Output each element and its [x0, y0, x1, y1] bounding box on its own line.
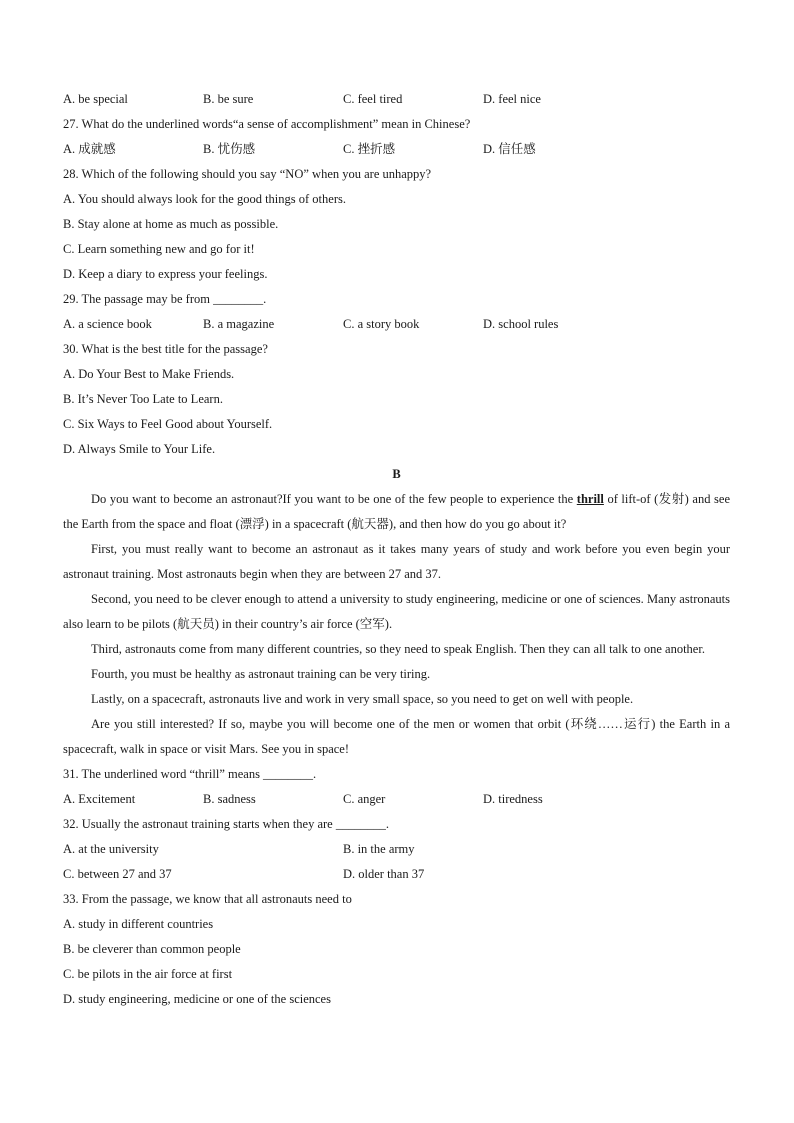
underlined-word: thrill: [576, 492, 604, 506]
q28-stem: 28. Which of the following should you say “NO” when you are unhappy?: [63, 167, 432, 181]
option-d: D. Keep a diary to express your feelings.: [63, 267, 268, 281]
option-b: B. It’s Never Too Late to Learn.: [63, 392, 223, 406]
p1-text-start: Do you want to become an astronaut?If you want to be one of the few people to experience the: [91, 492, 577, 506]
option-c: C. feel tired: [343, 92, 403, 106]
option-d: D. feel nice: [483, 92, 541, 106]
option-c: C. Learn something new and go for it!: [63, 242, 255, 256]
q26-options: [63, 87, 730, 112]
exam-page: [63, 87, 730, 1012]
q31-stem: 31. The underlined word “thrill” means ________.: [63, 767, 317, 781]
q32-stem: 32. Usually the astronaut training starts when they are ________.: [63, 817, 389, 831]
option-c: C. between 27 and 37: [63, 867, 172, 881]
option-a: A. You should always look for the good things of others.: [63, 192, 346, 206]
option-b: B. Stay alone at home as much as possible.: [63, 217, 279, 231]
q31-options: [63, 787, 730, 812]
option-d: D. school rules: [483, 317, 559, 331]
option-b: B. 忧伤感: [203, 142, 256, 156]
option-c: C. Six Ways to Feel Good about Yourself.: [63, 417, 273, 431]
passage-paragraph-5: Fourth, you must be healthy as astronaut training can be very tiring.: [91, 667, 431, 681]
option-b: B. sadness: [203, 792, 256, 806]
option-b: B. be sure: [203, 92, 254, 106]
section-heading: B: [392, 467, 401, 481]
q32-options-row-2: [63, 862, 730, 887]
q29-stem: 29. The passage may be from ________.: [63, 292, 267, 306]
option-a: A. be special: [63, 92, 128, 106]
q27-stem: 27. What do the underlined words“a sense of accomplishment” mean in Chinese?: [63, 117, 471, 131]
option-a: A. study in different countries: [63, 917, 214, 931]
option-b: B. a magazine: [203, 317, 275, 331]
option-d: D. tiredness: [483, 792, 543, 806]
p1-text-end: of lift-of (发射) and see the Earth from the space and float (漂浮) in a spacecraft (航天器), and then how do you go about it?: [63, 492, 730, 531]
option-a: A. Do Your Best to Make Friends.: [63, 367, 235, 381]
passage-paragraph-7: Are you still interested? If so, maybe you will become one of the men or women that orbit (环绕……运行) the Earth in a spacecraft, walk in space or visit Mars. See you in space!: [63, 717, 730, 756]
option-d: D. Always Smile to Your Life.: [63, 442, 216, 456]
q29-options: [63, 312, 730, 337]
option-d: D. older than 37: [343, 867, 425, 881]
option-a: A. a science book: [63, 317, 152, 331]
option-a: A. at the university: [63, 842, 159, 856]
passage-paragraph-2: First, you must really want to become an astronaut as it takes many years of study and work before you even begin your astronaut training. Most astronauts begin when they are between 27 and 37.: [63, 542, 730, 581]
option-a: A. 成就感: [63, 142, 116, 156]
q30-stem: 30. What is the best title for the passage?: [63, 342, 268, 356]
option-d: D. study engineering, medicine or one of the sciences: [63, 992, 331, 1006]
option-c: C. a story book: [343, 317, 420, 331]
q27-options: [63, 137, 730, 162]
passage-paragraph-3: Second, you need to be clever enough to attend a university to study engineering, medicine or one of sciences. Many astronauts also learn to be pilots (航天员) in their country’s air force (空军).: [63, 592, 730, 631]
q32-options-row-1: [63, 837, 730, 862]
option-c: C. 挫折感: [343, 142, 396, 156]
passage-paragraph-1: [63, 487, 730, 537]
option-c: C. anger: [343, 792, 386, 806]
option-b: B. be cleverer than common people: [63, 942, 241, 956]
passage-paragraph-6: Lastly, on a spacecraft, astronauts live and work in very small space, so you need to get on well with people.: [91, 692, 634, 706]
option-b: B. in the army: [343, 842, 415, 856]
q33-stem: 33. From the passage, we know that all astronauts need to: [63, 892, 352, 906]
option-d: D. 信任感: [483, 142, 536, 156]
option-a: A. Excitement: [63, 792, 136, 806]
passage-paragraph-4: Third, astronauts come from many different countries, so they need to speak English. Then they can all talk to one another.: [91, 642, 705, 656]
option-c: C. be pilots in the air force at first: [63, 967, 233, 981]
